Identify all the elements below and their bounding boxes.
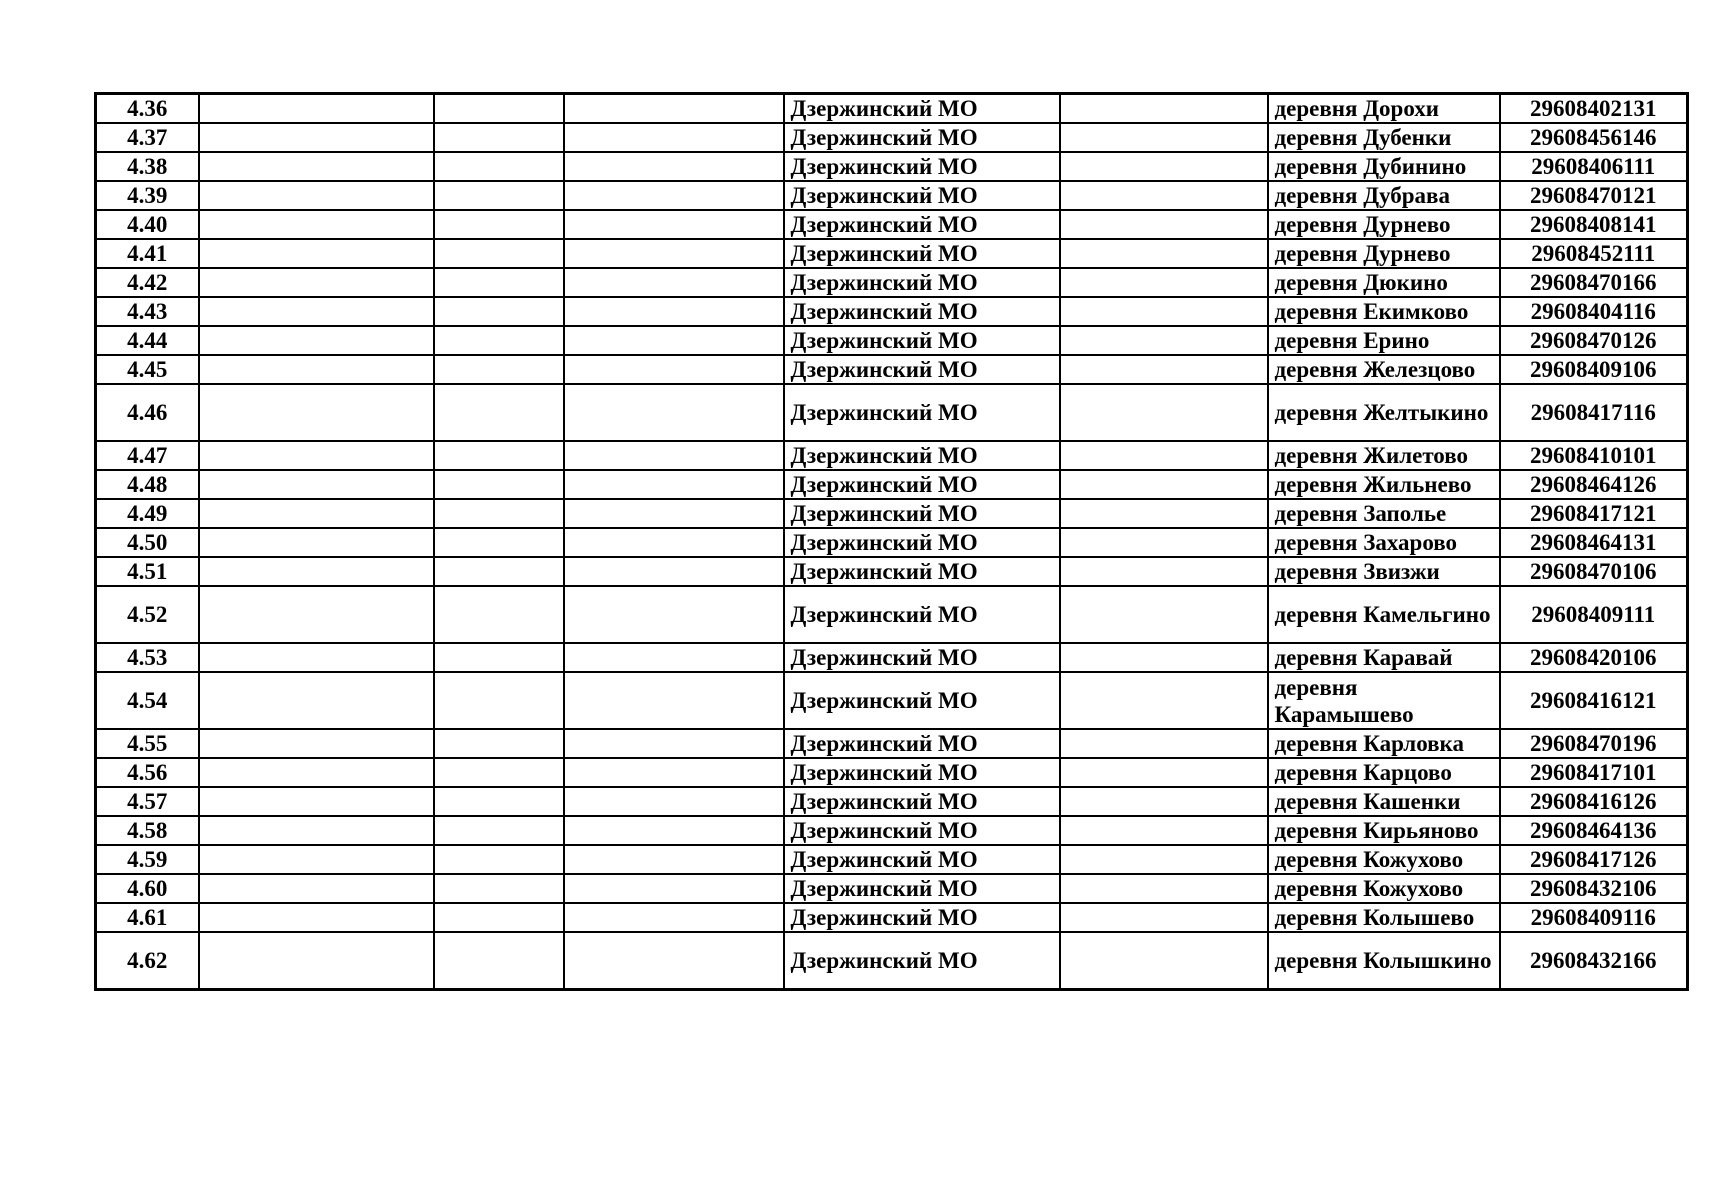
table-row: [96, 181, 1688, 210]
empty-cell: [564, 94, 784, 124]
empty-cell: [1060, 643, 1268, 672]
empty-cell: [1060, 441, 1268, 470]
municipality-cell: Дзержинский МО: [784, 470, 1060, 499]
row-number-cell: 4.61: [96, 903, 199, 932]
table-row: [96, 152, 1688, 181]
oktmo-code-cell: 29608406111: [1500, 152, 1688, 181]
settlement-name-cell: деревня Карамышево: [1268, 672, 1500, 729]
row-number-cell: 4.58: [96, 816, 199, 845]
row-number-cell: 4.60: [96, 874, 199, 903]
oktmo-code-cell: 29608432166: [1500, 932, 1688, 990]
settlement-name-cell: деревня Захарово: [1268, 528, 1500, 557]
empty-cell: [434, 441, 564, 470]
empty-cell: [564, 499, 784, 528]
settlement-name-cell: деревня Дюкино: [1268, 268, 1500, 297]
empty-cell: [564, 903, 784, 932]
table-row: [96, 326, 1688, 355]
municipality-cell: Дзержинский МО: [784, 557, 1060, 586]
table-row: [96, 557, 1688, 586]
municipality-cell: Дзержинский МО: [784, 672, 1060, 729]
empty-cell: [564, 557, 784, 586]
table-row: [96, 297, 1688, 326]
settlement-name-cell: деревня Дурнево: [1268, 210, 1500, 239]
empty-cell: [1060, 586, 1268, 643]
municipality-cell: Дзержинский МО: [784, 181, 1060, 210]
settlement-name-cell: деревня Дубрава: [1268, 181, 1500, 210]
empty-cell: [199, 94, 434, 124]
empty-cell: [199, 932, 434, 990]
empty-cell: [434, 210, 564, 239]
settlement-name-cell: деревня Кожухово: [1268, 845, 1500, 874]
row-number-cell: 4.38: [96, 152, 199, 181]
municipality-cell: Дзержинский МО: [784, 729, 1060, 758]
empty-cell: [434, 787, 564, 816]
municipality-cell: Дзержинский МО: [784, 903, 1060, 932]
empty-cell: [199, 845, 434, 874]
oktmo-code-cell: 29608470106: [1500, 557, 1688, 586]
empty-cell: [434, 729, 564, 758]
empty-cell: [1060, 239, 1268, 268]
empty-cell: [199, 643, 434, 672]
municipality-cell: Дзержинский МО: [784, 932, 1060, 990]
empty-cell: [564, 787, 784, 816]
row-number-cell: 4.41: [96, 239, 199, 268]
empty-cell: [1060, 528, 1268, 557]
empty-cell: [564, 586, 784, 643]
empty-cell: [564, 643, 784, 672]
oktmo-code-cell: 29608464131: [1500, 528, 1688, 557]
row-number-cell: 4.59: [96, 845, 199, 874]
settlement-registry-table: [94, 92, 1689, 991]
table-row: [96, 845, 1688, 874]
empty-cell: [434, 470, 564, 499]
table-row: [96, 643, 1688, 672]
empty-cell: [434, 903, 564, 932]
empty-cell: [199, 123, 434, 152]
empty-cell: [1060, 326, 1268, 355]
settlement-name-cell: деревня Дубинино: [1268, 152, 1500, 181]
empty-cell: [199, 384, 434, 441]
empty-cell: [564, 672, 784, 729]
oktmo-code-cell: 29608432106: [1500, 874, 1688, 903]
settlement-name-cell: деревня Кашенки: [1268, 787, 1500, 816]
empty-cell: [199, 239, 434, 268]
row-number-cell: 4.48: [96, 470, 199, 499]
municipality-cell: Дзержинский МО: [784, 384, 1060, 441]
row-number-cell: 4.45: [96, 355, 199, 384]
empty-cell: [564, 470, 784, 499]
empty-cell: [199, 586, 434, 643]
empty-cell: [564, 845, 784, 874]
municipality-cell: Дзержинский МО: [784, 297, 1060, 326]
empty-cell: [434, 845, 564, 874]
empty-cell: [1060, 758, 1268, 787]
row-number-cell: 4.44: [96, 326, 199, 355]
row-number-cell: 4.57: [96, 787, 199, 816]
empty-cell: [1060, 787, 1268, 816]
oktmo-code-cell: 29608470126: [1500, 326, 1688, 355]
table-row: [96, 586, 1688, 643]
row-number-cell: 4.54: [96, 672, 199, 729]
empty-cell: [564, 729, 784, 758]
row-number-cell: 4.39: [96, 181, 199, 210]
oktmo-code-cell: 29608404116: [1500, 297, 1688, 326]
empty-cell: [434, 586, 564, 643]
row-number-cell: 4.55: [96, 729, 199, 758]
oktmo-code-cell: 29608470166: [1500, 268, 1688, 297]
settlement-name-cell: деревня Колышево: [1268, 903, 1500, 932]
empty-cell: [1060, 499, 1268, 528]
empty-cell: [1060, 297, 1268, 326]
empty-cell: [564, 152, 784, 181]
settlement-name-cell: деревня Каравай: [1268, 643, 1500, 672]
municipality-cell: Дзержинский МО: [784, 845, 1060, 874]
empty-cell: [434, 355, 564, 384]
municipality-cell: Дзержинский МО: [784, 210, 1060, 239]
empty-cell: [199, 268, 434, 297]
empty-cell: [434, 816, 564, 845]
table-row: [96, 729, 1688, 758]
empty-cell: [199, 152, 434, 181]
table-row: [96, 787, 1688, 816]
settlement-name-cell: деревня Кожухово: [1268, 874, 1500, 903]
municipality-cell: Дзержинский МО: [784, 355, 1060, 384]
settlement-name-cell: деревня Заполье: [1268, 499, 1500, 528]
empty-cell: [564, 874, 784, 903]
settlement-name-cell: деревня Желтыкино: [1268, 384, 1500, 441]
row-number-cell: 4.37: [96, 123, 199, 152]
oktmo-code-cell: 29608416126: [1500, 787, 1688, 816]
empty-cell: [1060, 470, 1268, 499]
settlement-name-cell: деревня Дурнево: [1268, 239, 1500, 268]
row-number-cell: 4.50: [96, 528, 199, 557]
empty-cell: [199, 441, 434, 470]
row-number-cell: 4.52: [96, 586, 199, 643]
empty-cell: [564, 816, 784, 845]
municipality-cell: Дзержинский МО: [784, 326, 1060, 355]
empty-cell: [199, 729, 434, 758]
municipality-cell: Дзержинский МО: [784, 441, 1060, 470]
oktmo-code-cell: 29608410101: [1500, 441, 1688, 470]
settlement-name-cell: деревня Кирьяново: [1268, 816, 1500, 845]
row-number-cell: 4.42: [96, 268, 199, 297]
table-row: [96, 758, 1688, 787]
empty-cell: [434, 268, 564, 297]
table-row: [96, 874, 1688, 903]
municipality-cell: Дзержинский МО: [784, 123, 1060, 152]
municipality-cell: Дзержинский МО: [784, 152, 1060, 181]
empty-cell: [1060, 210, 1268, 239]
empty-cell: [1060, 903, 1268, 932]
empty-cell: [564, 441, 784, 470]
table-row: [96, 470, 1688, 499]
settlement-name-cell: деревня Жильнево: [1268, 470, 1500, 499]
oktmo-code-cell: 29608409106: [1500, 355, 1688, 384]
oktmo-code-cell: 29608452111: [1500, 239, 1688, 268]
empty-cell: [199, 816, 434, 845]
table-row: [96, 672, 1688, 729]
municipality-cell: Дзержинский МО: [784, 586, 1060, 643]
municipality-cell: Дзержинский МО: [784, 239, 1060, 268]
empty-cell: [564, 210, 784, 239]
settlement-name-cell: деревня Жилетово: [1268, 441, 1500, 470]
empty-cell: [564, 355, 784, 384]
empty-cell: [199, 181, 434, 210]
row-number-cell: 4.49: [96, 499, 199, 528]
table-row: [96, 355, 1688, 384]
settlement-name-cell: деревня Ерино: [1268, 326, 1500, 355]
empty-cell: [1060, 729, 1268, 758]
oktmo-code-cell: 29608417121: [1500, 499, 1688, 528]
empty-cell: [199, 499, 434, 528]
empty-cell: [434, 643, 564, 672]
empty-cell: [1060, 355, 1268, 384]
empty-cell: [434, 499, 564, 528]
empty-cell: [434, 932, 564, 990]
settlement-name-cell: деревня Екимково: [1268, 297, 1500, 326]
settlement-name-cell: деревня Дубенки: [1268, 123, 1500, 152]
municipality-cell: Дзержинский МО: [784, 787, 1060, 816]
empty-cell: [1060, 268, 1268, 297]
row-number-cell: 4.46: [96, 384, 199, 441]
empty-cell: [1060, 152, 1268, 181]
table-row: [96, 210, 1688, 239]
table-row: [96, 441, 1688, 470]
empty-cell: [564, 268, 784, 297]
oktmo-code-cell: 29608470196: [1500, 729, 1688, 758]
empty-cell: [434, 384, 564, 441]
settlement-name-cell: деревня Железцово: [1268, 355, 1500, 384]
municipality-cell: Дзержинский МО: [784, 758, 1060, 787]
empty-cell: [564, 239, 784, 268]
row-number-cell: 4.51: [96, 557, 199, 586]
empty-cell: [434, 239, 564, 268]
row-number-cell: 4.56: [96, 758, 199, 787]
empty-cell: [199, 903, 434, 932]
municipality-cell: Дзержинский МО: [784, 643, 1060, 672]
table-row: [96, 268, 1688, 297]
row-number-cell: 4.47: [96, 441, 199, 470]
table-row: [96, 816, 1688, 845]
empty-cell: [434, 528, 564, 557]
row-number-cell: 4.43: [96, 297, 199, 326]
empty-cell: [199, 672, 434, 729]
settlement-name-cell: деревня Камельгино: [1268, 586, 1500, 643]
oktmo-code-cell: 29608416121: [1500, 672, 1688, 729]
municipality-cell: Дзержинский МО: [784, 816, 1060, 845]
empty-cell: [1060, 816, 1268, 845]
municipality-cell: Дзержинский МО: [784, 268, 1060, 297]
empty-cell: [199, 210, 434, 239]
empty-cell: [199, 528, 434, 557]
oktmo-code-cell: 29608417101: [1500, 758, 1688, 787]
empty-cell: [564, 297, 784, 326]
oktmo-code-cell: 29608408141: [1500, 210, 1688, 239]
table-row: [96, 499, 1688, 528]
empty-cell: [434, 123, 564, 152]
oktmo-code-cell: 29608402131: [1500, 94, 1688, 124]
table-row: [96, 932, 1688, 990]
oktmo-code-cell: 29608464126: [1500, 470, 1688, 499]
empty-cell: [434, 152, 564, 181]
settlement-name-cell: деревня Дорохи: [1268, 94, 1500, 124]
empty-cell: [1060, 384, 1268, 441]
table-row: [96, 123, 1688, 152]
empty-cell: [564, 758, 784, 787]
empty-cell: [434, 874, 564, 903]
municipality-cell: Дзержинский МО: [784, 499, 1060, 528]
empty-cell: [1060, 845, 1268, 874]
empty-cell: [1060, 181, 1268, 210]
table-row: [96, 528, 1688, 557]
oktmo-code-cell: 29608417116: [1500, 384, 1688, 441]
oktmo-code-cell: 29608417126: [1500, 845, 1688, 874]
empty-cell: [199, 557, 434, 586]
empty-cell: [1060, 874, 1268, 903]
empty-cell: [564, 326, 784, 355]
empty-cell: [199, 470, 434, 499]
row-number-cell: 4.53: [96, 643, 199, 672]
empty-cell: [564, 528, 784, 557]
empty-cell: [434, 326, 564, 355]
oktmo-code-cell: 29608420106: [1500, 643, 1688, 672]
empty-cell: [1060, 557, 1268, 586]
empty-cell: [434, 297, 564, 326]
empty-cell: [564, 181, 784, 210]
empty-cell: [434, 181, 564, 210]
empty-cell: [199, 758, 434, 787]
row-number-cell: 4.62: [96, 932, 199, 990]
settlement-name-cell: деревня Карловка: [1268, 729, 1500, 758]
empty-cell: [1060, 94, 1268, 124]
municipality-cell: Дзержинский МО: [784, 94, 1060, 124]
empty-cell: [199, 297, 434, 326]
empty-cell: [199, 326, 434, 355]
oktmo-code-cell: 29608456146: [1500, 123, 1688, 152]
empty-cell: [434, 557, 564, 586]
empty-cell: [434, 672, 564, 729]
table-row: [96, 239, 1688, 268]
table-row: [96, 903, 1688, 932]
empty-cell: [434, 758, 564, 787]
empty-cell: [199, 874, 434, 903]
settlement-name-cell: деревня Колышкино: [1268, 932, 1500, 990]
table-row: [96, 94, 1688, 124]
settlement-name-cell: деревня Карцово: [1268, 758, 1500, 787]
empty-cell: [1060, 672, 1268, 729]
empty-cell: [1060, 123, 1268, 152]
municipality-cell: Дзержинский МО: [784, 874, 1060, 903]
oktmo-code-cell: 29608409111: [1500, 586, 1688, 643]
row-number-cell: 4.40: [96, 210, 199, 239]
row-number-cell: 4.36: [96, 94, 199, 124]
empty-cell: [564, 123, 784, 152]
oktmo-code-cell: 29608464136: [1500, 816, 1688, 845]
empty-cell: [434, 94, 564, 124]
empty-cell: [199, 787, 434, 816]
empty-cell: [564, 932, 784, 990]
table-body: [96, 94, 1688, 990]
municipality-cell: Дзержинский МО: [784, 528, 1060, 557]
empty-cell: [1060, 932, 1268, 990]
empty-cell: [199, 355, 434, 384]
oktmo-code-cell: 29608409116: [1500, 903, 1688, 932]
empty-cell: [564, 384, 784, 441]
oktmo-code-cell: 29608470121: [1500, 181, 1688, 210]
table-row: [96, 384, 1688, 441]
settlement-name-cell: деревня Звизжи: [1268, 557, 1500, 586]
